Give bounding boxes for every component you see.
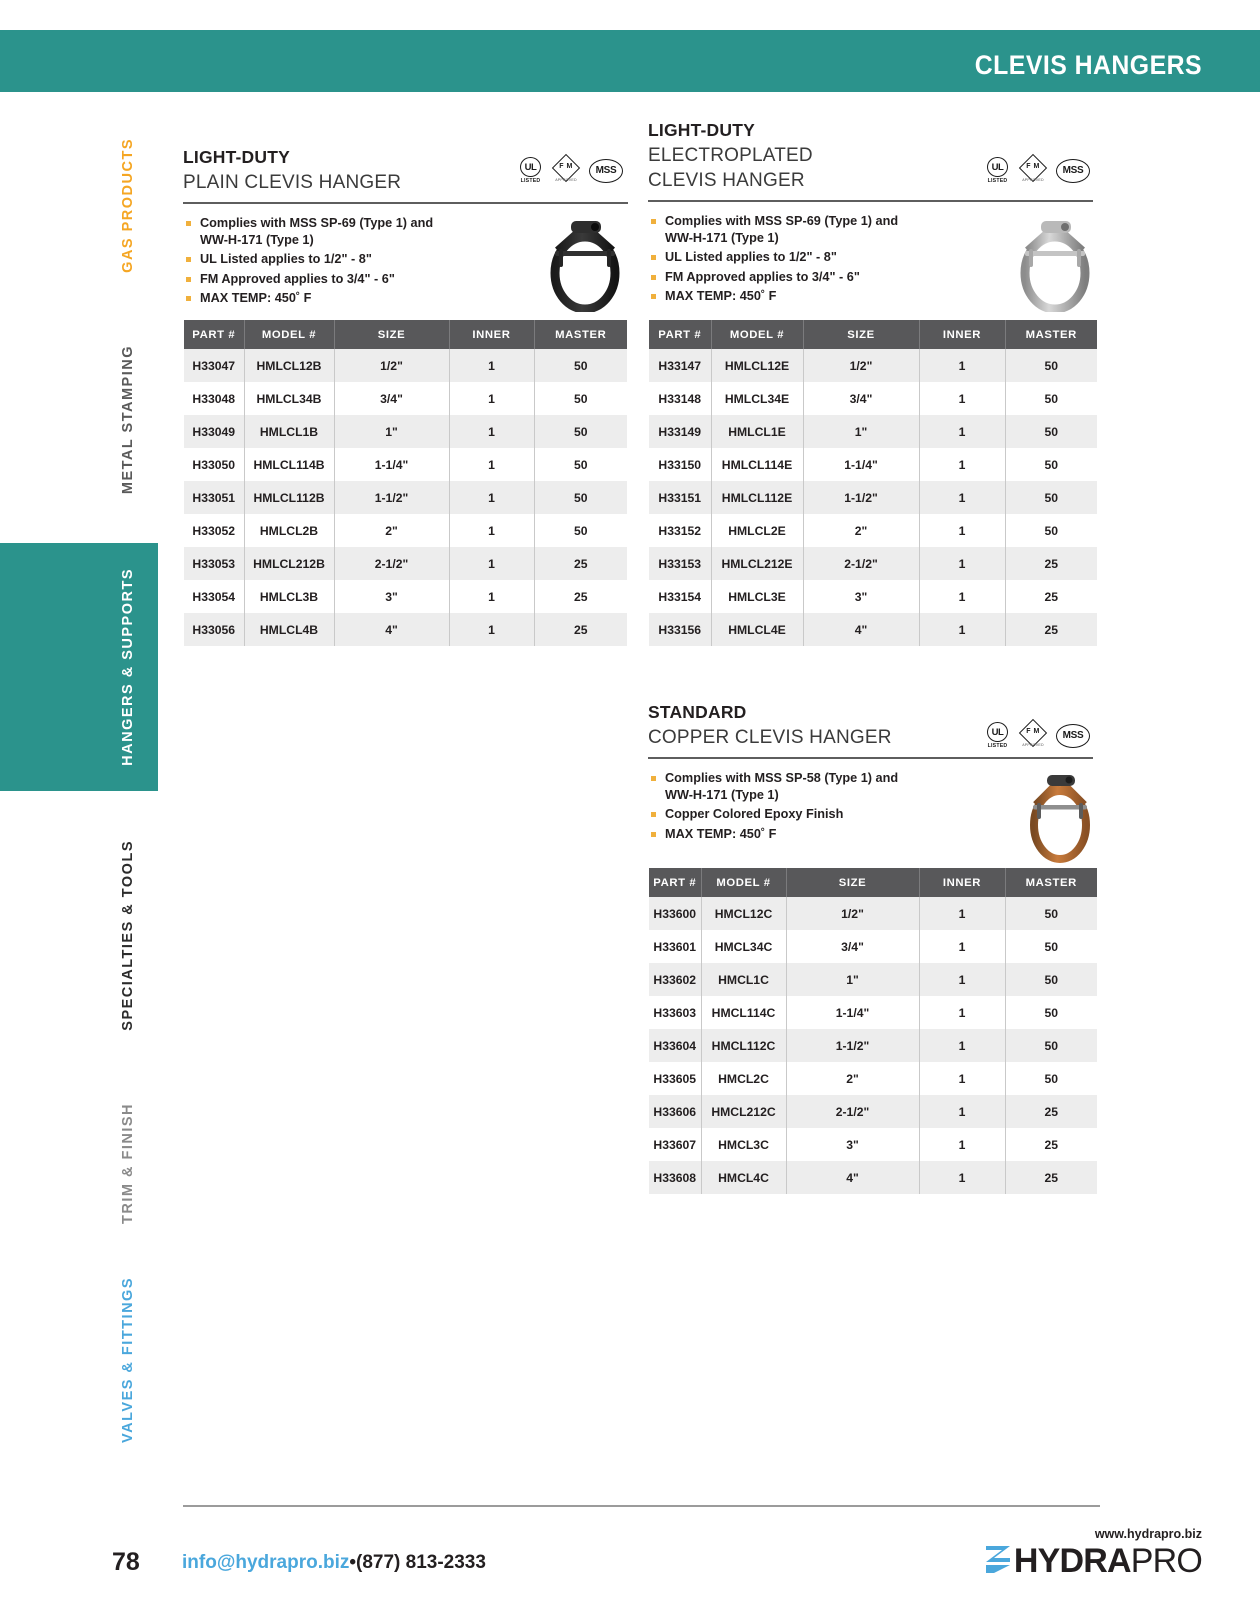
cell-master: 25 xyxy=(1005,613,1097,646)
cell-size: 4" xyxy=(803,613,919,646)
cell-model: HMLCL12E xyxy=(711,349,803,382)
cell-model: HMCL4C xyxy=(701,1161,786,1194)
table-row xyxy=(649,1029,1097,1062)
page-number: 78 xyxy=(112,1548,140,1576)
fm-approved-icon xyxy=(1016,722,1050,749)
fm-sub-label: APPROVED xyxy=(555,178,577,182)
section-divider xyxy=(648,757,1093,759)
cell-size: 2-1/2" xyxy=(786,1095,919,1128)
cell-inner: 1 xyxy=(919,382,1005,415)
fm-approved-icon xyxy=(1016,157,1050,184)
cell-inner: 1 xyxy=(919,514,1005,547)
cell-size: 1/2" xyxy=(334,349,449,382)
column-header-part: PART # xyxy=(649,320,711,349)
section-name-line1: ELECTROPLATED xyxy=(648,145,813,166)
table-row xyxy=(184,514,627,547)
cell-master: 50 xyxy=(1005,415,1097,448)
column-header-master: MASTER xyxy=(534,320,627,349)
cell-size: 1-1/2" xyxy=(334,481,449,514)
ul-sub-label: LISTED xyxy=(987,178,1008,184)
cell-part: H33600 xyxy=(649,897,701,930)
mss-icon: MSS xyxy=(1056,159,1090,183)
cell-master: 50 xyxy=(1005,382,1097,415)
fm-label: F M xyxy=(1026,728,1040,735)
cell-master: 50 xyxy=(1005,349,1097,382)
sidebar-tab-label: GAS PRODUCTS xyxy=(120,137,136,273)
sidebar-tab-trim-finish[interactable] xyxy=(0,1078,158,1248)
table-row xyxy=(184,349,627,382)
cell-part: H33151 xyxy=(649,481,711,514)
footer-divider xyxy=(183,1505,1100,1507)
cell-size: 2-1/2" xyxy=(803,547,919,580)
mss-icon: MSS xyxy=(1056,724,1090,748)
cell-master: 25 xyxy=(534,547,627,580)
table-row xyxy=(649,448,1097,481)
cell-model: HMCL114C xyxy=(701,996,786,1029)
page-title: CLEVIS HANGERS xyxy=(974,50,1202,80)
cell-size: 3" xyxy=(803,580,919,613)
brand-name-light: PRO xyxy=(1130,1541,1202,1580)
fm-label: F M xyxy=(559,163,573,170)
cell-inner: 1 xyxy=(919,1161,1005,1194)
category-sidebar xyxy=(0,92,160,1472)
feature-item: Complies with MSS SP-58 (Type 1) and WW-H-171 (Type 1) xyxy=(648,770,923,803)
cell-size: 3" xyxy=(334,580,449,613)
section-divider xyxy=(183,202,628,204)
cell-inner: 1 xyxy=(449,580,534,613)
cell-master: 50 xyxy=(534,481,627,514)
table-row xyxy=(649,1062,1097,1095)
cell-model: HMLCL34B xyxy=(244,382,334,415)
cell-master: 50 xyxy=(534,514,627,547)
cell-master: 25 xyxy=(1005,547,1097,580)
cell-master: 50 xyxy=(1005,514,1097,547)
column-header-inner: INNER xyxy=(449,320,534,349)
table-header-row xyxy=(649,868,1097,897)
contact-email[interactable]: info@hydrapro.biz xyxy=(182,1552,350,1573)
cell-size: 1" xyxy=(786,963,919,996)
sidebar-tab-label: METAL STAMPING xyxy=(120,345,136,495)
table-header-row xyxy=(184,320,627,349)
cell-model: HMLCL114B xyxy=(244,448,334,481)
cell-inner: 1 xyxy=(919,481,1005,514)
ul-ring: UL xyxy=(520,157,541,177)
cell-part: H33047 xyxy=(184,349,244,382)
cell-inner: 1 xyxy=(919,963,1005,996)
cell-master: 50 xyxy=(534,349,627,382)
cell-size: 4" xyxy=(334,613,449,646)
table-row xyxy=(649,514,1097,547)
feature-item: FM Approved applies to 3/4" - 6" xyxy=(648,269,1093,286)
cell-model: HMLCL34E xyxy=(711,382,803,415)
cell-size: 1/2" xyxy=(786,897,919,930)
cell-size: 1-1/4" xyxy=(803,448,919,481)
contact-phone[interactable]: (877) 813-2333 xyxy=(356,1552,486,1573)
mss-icon: MSS xyxy=(589,159,623,183)
cell-inner: 1 xyxy=(449,382,534,415)
fm-sub-label: APPROVED xyxy=(1022,743,1044,747)
ul-ring: UL xyxy=(987,157,1008,177)
cell-size: 3/4" xyxy=(786,930,919,963)
cell-master: 50 xyxy=(1005,481,1097,514)
sidebar-tab-label: HANGERS & SUPPORTS xyxy=(120,568,136,766)
feature-item: MAX TEMP: 450˚ F xyxy=(648,288,1093,305)
table-row xyxy=(649,1161,1097,1194)
cell-part: H33147 xyxy=(649,349,711,382)
column-header-master: MASTER xyxy=(1005,868,1097,897)
sidebar-tab-metal-stamping[interactable] xyxy=(0,310,158,530)
cell-model: HMCL3C xyxy=(701,1128,786,1161)
feature-item: Copper Colored Epoxy Finish xyxy=(648,806,1093,823)
table-header-row xyxy=(649,320,1097,349)
table-row xyxy=(649,930,1097,963)
cell-master: 25 xyxy=(1005,1095,1097,1128)
cell-part: H33054 xyxy=(184,580,244,613)
sidebar-tab-hangers-supports[interactable] xyxy=(0,543,158,791)
sidebar-tab-label: SPECIALTIES & TOOLS xyxy=(120,839,136,1031)
cell-part: H33153 xyxy=(649,547,711,580)
brand-name-bold: HYDRA xyxy=(1013,1541,1131,1580)
ul-sub-label: LISTED xyxy=(520,178,541,184)
brand-website[interactable]: www.hydrapro.biz xyxy=(1094,1527,1202,1541)
feature-item: MAX TEMP: 450˚ F xyxy=(648,826,1093,843)
cell-size: 2" xyxy=(803,514,919,547)
feature-item: Complies with MSS SP-69 (Type 1) and WW-H-171 (Type 1) xyxy=(183,215,443,248)
cell-part: H33604 xyxy=(649,1029,701,1062)
cell-inner: 1 xyxy=(449,514,534,547)
cell-inner: 1 xyxy=(919,415,1005,448)
section-name-line2: CLEVIS HANGER xyxy=(648,170,805,191)
cell-inner: 1 xyxy=(449,448,534,481)
cell-part: H33149 xyxy=(649,415,711,448)
cell-model: HMLCL112B xyxy=(244,481,334,514)
cell-part: H33051 xyxy=(184,481,244,514)
section-kicker: LIGHT-DUTY xyxy=(648,120,755,140)
cell-master: 50 xyxy=(534,415,627,448)
table-row xyxy=(649,963,1097,996)
cell-master: 25 xyxy=(534,613,627,646)
cell-inner: 1 xyxy=(919,349,1005,382)
cell-part: H33050 xyxy=(184,448,244,481)
cell-model: HMLCL212B xyxy=(244,547,334,580)
column-header-part: PART # xyxy=(184,320,244,349)
table-row xyxy=(184,613,627,646)
table-row xyxy=(184,382,627,415)
sidebar-tab-valves-fittings[interactable] xyxy=(0,1250,158,1470)
cell-inner: 1 xyxy=(919,1029,1005,1062)
column-header-master: MASTER xyxy=(1005,320,1097,349)
cell-model: HMLCL114E xyxy=(711,448,803,481)
table-row xyxy=(649,547,1097,580)
ul-listed-icon xyxy=(518,157,543,184)
cell-inner: 1 xyxy=(919,1095,1005,1128)
sidebar-tab-specialties-tools[interactable] xyxy=(0,804,158,1066)
cell-part: H33602 xyxy=(649,963,701,996)
sidebar-tab-label: TRIM & FINISH xyxy=(120,1102,136,1224)
table-row xyxy=(649,349,1097,382)
table-row xyxy=(184,580,627,613)
ul-ring: UL xyxy=(987,722,1008,742)
column-header-inner: INNER xyxy=(919,320,1005,349)
cell-inner: 1 xyxy=(919,547,1005,580)
section-kicker: STANDARD xyxy=(648,702,747,722)
plain-clevis-hanger-table xyxy=(184,320,627,646)
column-header-size: SIZE xyxy=(334,320,449,349)
feature-item: UL Listed applies to 1/2" - 8" xyxy=(183,251,628,268)
cell-master: 25 xyxy=(1005,1128,1097,1161)
ul-listed-icon xyxy=(985,722,1010,749)
cell-master: 50 xyxy=(1005,930,1097,963)
cell-model: HMLCL3E xyxy=(711,580,803,613)
electroplated-table-wrap xyxy=(649,320,1097,646)
ul-listed-icon xyxy=(985,157,1010,184)
cell-master: 25 xyxy=(534,580,627,613)
electroplated-clevis-hanger-table xyxy=(649,320,1097,646)
cell-model: HMLCL1B xyxy=(244,415,334,448)
column-header-model: MODEL # xyxy=(244,320,334,349)
cell-part: H33605 xyxy=(649,1062,701,1095)
cell-model: HMCL212C xyxy=(701,1095,786,1128)
cell-part: H33052 xyxy=(184,514,244,547)
cell-inner: 1 xyxy=(449,415,534,448)
table-row xyxy=(649,897,1097,930)
cell-master: 50 xyxy=(1005,1029,1097,1062)
table-row xyxy=(184,415,627,448)
cell-size: 1-1/2" xyxy=(786,1029,919,1062)
table-body xyxy=(184,349,627,646)
cell-size: 1/2" xyxy=(803,349,919,382)
feature-item: UL Listed applies to 1/2" - 8" xyxy=(648,249,1093,266)
cell-master: 50 xyxy=(534,448,627,481)
cell-model: HMLCL4B xyxy=(244,613,334,646)
cell-size: 1-1/4" xyxy=(334,448,449,481)
cell-master: 50 xyxy=(1005,897,1097,930)
cell-size: 1-1/4" xyxy=(786,996,919,1029)
table-row xyxy=(649,1095,1097,1128)
fm-approved-icon xyxy=(549,157,583,184)
table-row xyxy=(184,547,627,580)
footer-contact xyxy=(182,1552,486,1574)
cell-size: 1-1/2" xyxy=(803,481,919,514)
cell-master: 50 xyxy=(1005,963,1097,996)
cell-part: H33601 xyxy=(649,930,701,963)
column-header-size: SIZE xyxy=(786,868,919,897)
cell-size: 2" xyxy=(786,1062,919,1095)
certification-badges-plain xyxy=(518,157,623,184)
cell-size: 2" xyxy=(334,514,449,547)
cell-model: HMLCL112E xyxy=(711,481,803,514)
cell-model: HMLCL2B xyxy=(244,514,334,547)
section-name: PLAIN CLEVIS HANGER xyxy=(183,172,402,193)
brand-block xyxy=(984,1527,1202,1579)
column-header-size: SIZE xyxy=(803,320,919,349)
cell-inner: 1 xyxy=(449,349,534,382)
fm-label: F M xyxy=(1026,163,1040,170)
electroplated-clevis-hanger-photo xyxy=(1003,207,1105,312)
cell-part: H33607 xyxy=(649,1128,701,1161)
cell-master: 25 xyxy=(1005,580,1097,613)
feature-item: MAX TEMP: 450˚ F xyxy=(183,290,628,307)
cell-inner: 1 xyxy=(919,930,1005,963)
cell-inner: 1 xyxy=(919,996,1005,1029)
fm-sub-label: APPROVED xyxy=(1022,178,1044,182)
cell-part: H33154 xyxy=(649,580,711,613)
cell-part: H33148 xyxy=(649,382,711,415)
cell-model: HMCL1C xyxy=(701,963,786,996)
cell-model: HMCL2C xyxy=(701,1062,786,1095)
cell-inner: 1 xyxy=(919,1128,1005,1161)
cell-model: HMLCL2E xyxy=(711,514,803,547)
cell-model: HMLCL4E xyxy=(711,613,803,646)
cell-model: HMLCL3B xyxy=(244,580,334,613)
table-row xyxy=(649,613,1097,646)
cell-inner: 1 xyxy=(449,613,534,646)
cell-part: H33603 xyxy=(649,996,701,1029)
cell-master: 50 xyxy=(1005,1062,1097,1095)
cell-size: 1" xyxy=(803,415,919,448)
cell-model: HMCL12C xyxy=(701,897,786,930)
cell-size: 3/4" xyxy=(803,382,919,415)
column-header-model: MODEL # xyxy=(711,320,803,349)
cell-part: H33150 xyxy=(649,448,711,481)
cell-inner: 1 xyxy=(919,448,1005,481)
cell-part: H33056 xyxy=(184,613,244,646)
cell-size: 1" xyxy=(334,415,449,448)
table-row xyxy=(649,415,1097,448)
cell-inner: 1 xyxy=(919,613,1005,646)
sidebar-tab-gas-products[interactable] xyxy=(0,110,158,300)
cell-size: 3/4" xyxy=(334,382,449,415)
cell-part: H33152 xyxy=(649,514,711,547)
cell-master: 50 xyxy=(1005,448,1097,481)
feature-item: FM Approved applies to 3/4" - 6" xyxy=(183,271,628,288)
cell-part: H33156 xyxy=(649,613,711,646)
copper-table-wrap xyxy=(649,868,1097,1194)
cell-size: 3" xyxy=(786,1128,919,1161)
cell-part: H33048 xyxy=(184,382,244,415)
table-row xyxy=(184,481,627,514)
cell-model: HMLCL1E xyxy=(711,415,803,448)
cell-inner: 1 xyxy=(919,1062,1005,1095)
cell-model: HMLCL12B xyxy=(244,349,334,382)
column-header-model: MODEL # xyxy=(701,868,786,897)
cell-part: H33053 xyxy=(184,547,244,580)
copper-clevis-hanger-table xyxy=(649,868,1097,1194)
cell-master: 50 xyxy=(534,382,627,415)
table-row xyxy=(649,481,1097,514)
hydrapro-mark-icon xyxy=(984,1542,1012,1579)
table-row xyxy=(649,580,1097,613)
cell-part: H33049 xyxy=(184,415,244,448)
column-header-inner: INNER xyxy=(919,868,1005,897)
plain-clevis-hanger-photo xyxy=(533,207,635,312)
section-kicker: LIGHT-DUTY xyxy=(183,147,290,167)
cell-model: HMLCL212E xyxy=(711,547,803,580)
cell-inner: 1 xyxy=(449,547,534,580)
feature-item: Complies with MSS SP-69 (Type 1) and WW-H-171 (Type 1) xyxy=(648,213,908,246)
cell-master: 50 xyxy=(1005,996,1097,1029)
certification-badges-copper xyxy=(985,722,1090,749)
brand-logo xyxy=(984,1542,1202,1579)
table-row xyxy=(649,1128,1097,1161)
plain-clevis-hanger-table-wrap xyxy=(184,320,627,646)
table-row xyxy=(649,996,1097,1029)
cell-master: 25 xyxy=(1005,1161,1097,1194)
table-body xyxy=(649,897,1097,1194)
copper-clevis-hanger-photo xyxy=(1015,763,1105,863)
contact-separator: • xyxy=(349,1552,357,1573)
table-row xyxy=(649,382,1097,415)
cell-size: 4" xyxy=(786,1161,919,1194)
cell-model: HMCL34C xyxy=(701,930,786,963)
cell-inner: 1 xyxy=(919,897,1005,930)
cell-size: 2-1/2" xyxy=(334,547,449,580)
table-body xyxy=(649,349,1097,646)
column-header-part: PART # xyxy=(649,868,701,897)
section-divider xyxy=(648,200,1093,202)
cell-model: HMCL112C xyxy=(701,1029,786,1062)
cell-inner: 1 xyxy=(449,481,534,514)
ul-sub-label: LISTED xyxy=(987,743,1008,749)
certification-badges-electroplated xyxy=(985,157,1090,184)
sidebar-tab-label: VALVES & FITTINGS xyxy=(120,1277,136,1443)
cell-inner: 1 xyxy=(919,580,1005,613)
section-name: COPPER CLEVIS HANGER xyxy=(648,727,892,748)
cell-part: H33606 xyxy=(649,1095,701,1128)
table-row xyxy=(184,448,627,481)
cell-part: H33608 xyxy=(649,1161,701,1194)
